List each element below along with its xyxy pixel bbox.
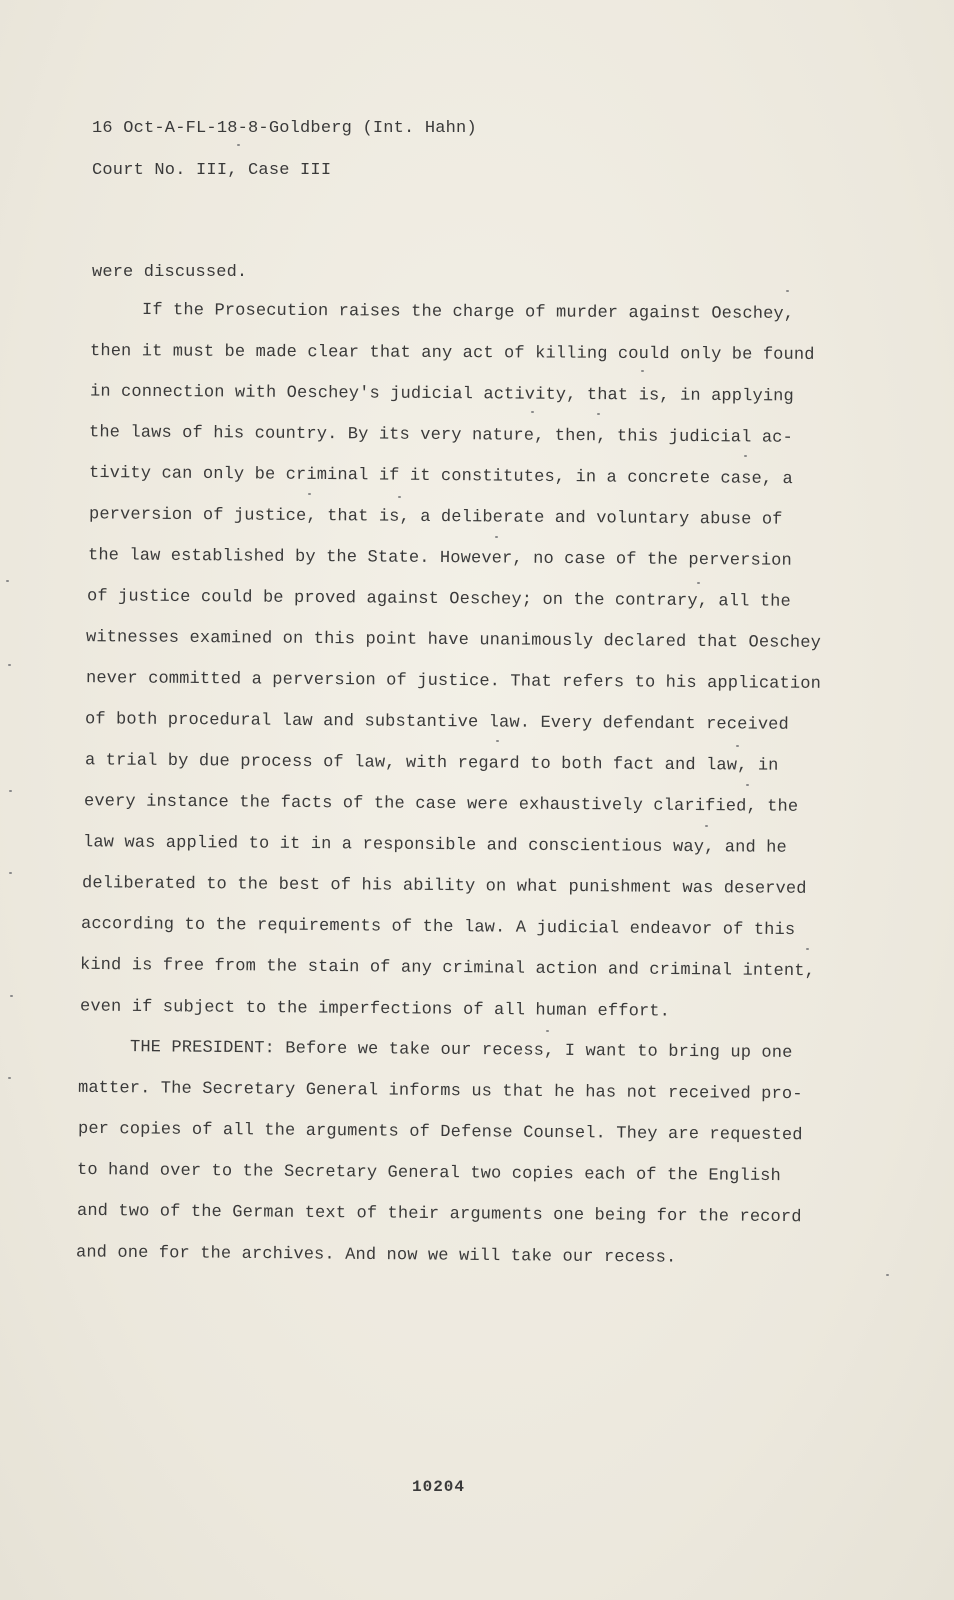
- body-line: tivity can only be criminal if it constitutes, in a concrete case, a: [88, 463, 793, 490]
- page-number: 10204: [412, 1478, 466, 1496]
- scan-speck: [8, 664, 11, 666]
- body-line: witnesses examined on this point have unanimously declared that Oeschey: [85, 628, 822, 653]
- scan-speck: [531, 411, 534, 413]
- scan-speck: [786, 290, 789, 292]
- body-line: the laws of his country. By its very nature, then, this judicial ac-: [88, 423, 793, 448]
- body-line: every instance the facts of the case were exhaustively clarified, the: [83, 792, 799, 817]
- document-header-court: Court No. III, Case III: [92, 161, 332, 180]
- body-line: never committed a perversion of justice. That refers to his application: [85, 669, 822, 694]
- body-line: kind is free from the stain of any criminal action and criminal intent,: [79, 955, 816, 982]
- body-line: then it must be made clear that any act of killing could only be found: [89, 342, 815, 365]
- scan-speck: [736, 745, 739, 747]
- document-header-reference: 16 Oct-A-FL-18-8-Goldberg (Int. Hahn): [92, 119, 477, 138]
- scan-speck: [496, 740, 499, 742]
- scan-speck: [597, 413, 600, 415]
- body-line: and one for the archives. And now we will take our recess.: [75, 1243, 677, 1268]
- scan-speck: [308, 493, 311, 495]
- body-line: the law established by the State. However, no case of the perversion: [87, 546, 792, 571]
- body-line: of justice could be proved against Oeschey; on the contrary, all the: [86, 587, 791, 612]
- body-line: matter. The Secretary General informs us that he has not received pro-: [77, 1078, 803, 1105]
- body-line: per copies of all the arguments of Defense Counsel. They are requested: [77, 1119, 803, 1146]
- scan-speck: [9, 872, 12, 874]
- scan-speck: [10, 995, 13, 997]
- scan-speck: [705, 825, 708, 827]
- body-line: If the Prosecution raises the charge of murder against Oeschey,: [141, 301, 795, 324]
- scan-speck: [9, 790, 12, 792]
- body-line: a trial by due process of law, with regard to both fact and law, in: [84, 751, 779, 776]
- body-line: deliberated to the best of his ability on what punishment was deserved: [81, 874, 807, 899]
- scan-speck: [237, 144, 240, 146]
- scan-speck: [6, 580, 9, 582]
- scan-speck: [744, 455, 747, 457]
- scan-speck: [546, 1030, 549, 1032]
- scan-speck: [886, 1274, 889, 1276]
- body-line: and two of the German text of their arguments one being for the record: [76, 1201, 802, 1228]
- body-line: THE PRESIDENT: Before we take our recess, I want to bring up one: [129, 1038, 793, 1063]
- scan-speck: [806, 948, 809, 950]
- body-line: in connection with Oeschey's judicial activity, that is, in applying: [89, 382, 794, 407]
- scan-speck: [8, 1077, 11, 1079]
- body-line: law was applied to it in a responsible and conscientious way, and he: [82, 833, 787, 858]
- scan-speck: [398, 496, 401, 498]
- scan-speck: [746, 784, 749, 786]
- body-line: even if subject to the imperfections of all human effort.: [79, 997, 671, 1022]
- body-line: according to the requirements of the law. A judicial endeavor of this: [80, 914, 796, 941]
- body-line: perversion of justice, that is, a deliberate and voluntary abuse of: [88, 505, 783, 530]
- scan-speck: [697, 582, 700, 584]
- scan-speck: [495, 536, 498, 538]
- body-line: of both procedural law and substantive law. Every defendant received: [84, 710, 789, 735]
- body-line: were discussed.: [92, 263, 248, 282]
- body-line: to hand over to the Secretary General two copies each of the English: [76, 1160, 781, 1187]
- scan-speck: [641, 370, 644, 372]
